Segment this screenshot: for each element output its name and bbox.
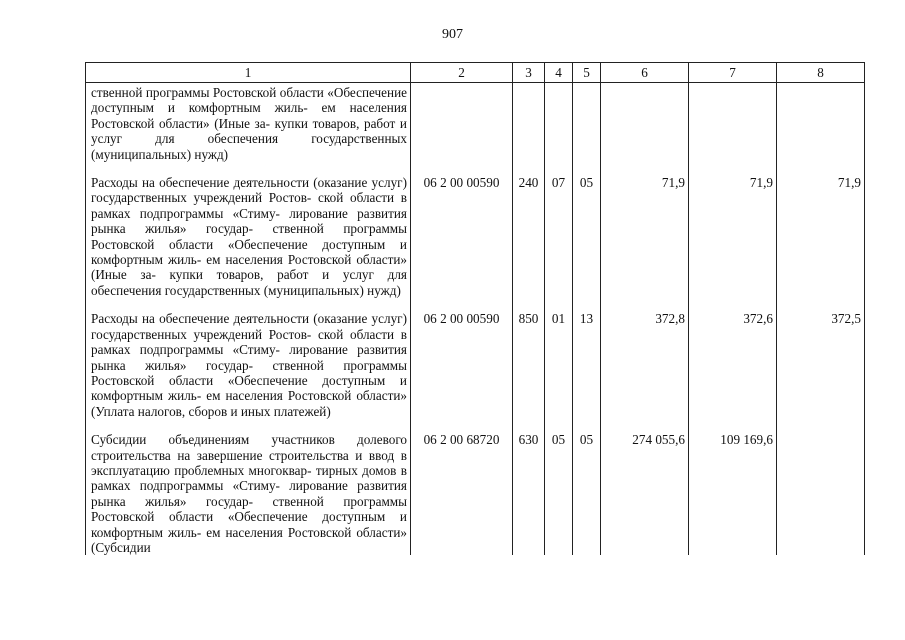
row-amount-col7: 372,6 xyxy=(689,304,777,425)
row-description: Субсидии объединениям участников долевого строительства на завершение строительства и ввод в эксплуатацию проблемных многоквар- тирных домов в рамках подпрограммы «Стиму- лирование развития рынка жилья» государ- ственной программы Ростовской области «Обеспечение доступным и комфортным жиль- ем населения Ростовской области» (Субсидии xyxy=(86,425,411,555)
row-expense-type xyxy=(513,83,545,169)
row-subsection: 13 xyxy=(573,304,601,425)
row-section: 05 xyxy=(545,425,573,555)
row-amount-col6: 372,8 xyxy=(601,304,689,425)
row-amount-col8: 71,9 xyxy=(777,168,865,304)
table-row xyxy=(86,425,865,555)
row-description: Расходы на обеспечение деятельности (оказание услуг) государственных учреждений Ростов- ской области в рамках подпрограммы «Стиму- лирование развития рынка жилья» государ- ственной программы Ростовской области «Обеспечение доступным и комфортным жиль- ем населения Ростовской области» (Уплата налогов, сборов и иных платежей) xyxy=(86,304,411,425)
column-header-7: 7 xyxy=(689,63,777,83)
row-target-code: 06 2 00 00590 xyxy=(411,304,513,425)
column-header-5: 5 xyxy=(573,63,601,83)
row-subsection xyxy=(573,83,601,169)
column-header-8: 8 xyxy=(777,63,865,83)
column-header-3: 3 xyxy=(513,63,545,83)
row-amount-col7 xyxy=(689,83,777,169)
row-section xyxy=(545,83,573,169)
table-row xyxy=(86,83,865,169)
row-target-code: 06 2 00 00590 xyxy=(411,168,513,304)
column-header-2: 2 xyxy=(411,63,513,83)
row-amount-col7: 71,9 xyxy=(689,168,777,304)
page-number: 907 xyxy=(442,27,463,42)
row-description: Расходы на обеспечение деятельности (оказание услуг) государственных учреждений Ростов- ской области в рамках подпрограммы «Стиму- лирование развития рынка жилья» государ- ственной программы Ростовской области «Обеспечение доступным и комфортным жиль- ем населения Ростовской области» (Иные за- купки товаров, работ и услуг для обеспечения государственных (муниципальных) нужд) xyxy=(86,168,411,304)
row-section: 01 xyxy=(545,304,573,425)
row-subsection: 05 xyxy=(573,168,601,304)
table-row xyxy=(86,168,865,304)
row-expense-type: 630 xyxy=(513,425,545,555)
row-amount-col8 xyxy=(777,83,865,169)
row-target-code: 06 2 00 68720 xyxy=(411,425,513,555)
row-subsection: 05 xyxy=(573,425,601,555)
column-header-6: 6 xyxy=(601,63,689,83)
row-amount-col6 xyxy=(601,83,689,169)
table-header-row xyxy=(86,63,865,83)
row-section: 07 xyxy=(545,168,573,304)
table-row xyxy=(86,304,865,425)
row-expense-type: 240 xyxy=(513,168,545,304)
row-amount-col8: 372,5 xyxy=(777,304,865,425)
row-amount-col7: 109 169,6 xyxy=(689,425,777,555)
column-header-4: 4 xyxy=(545,63,573,83)
row-amount-col6: 274 055,6 xyxy=(601,425,689,555)
column-header-1: 1 xyxy=(86,63,411,83)
row-amount-col8 xyxy=(777,425,865,555)
budget-table xyxy=(85,62,865,555)
row-expense-type: 850 xyxy=(513,304,545,425)
row-amount-col6: 71,9 xyxy=(601,168,689,304)
row-target-code xyxy=(411,83,513,169)
row-description: ственной программы Ростовской области «Обеспечение доступным и комфортным жиль- ем населения Ростовской области» (Иные за- купки товаров, работ и услуг для обеспечения государственных (муниципальных) нужд) xyxy=(86,83,411,169)
